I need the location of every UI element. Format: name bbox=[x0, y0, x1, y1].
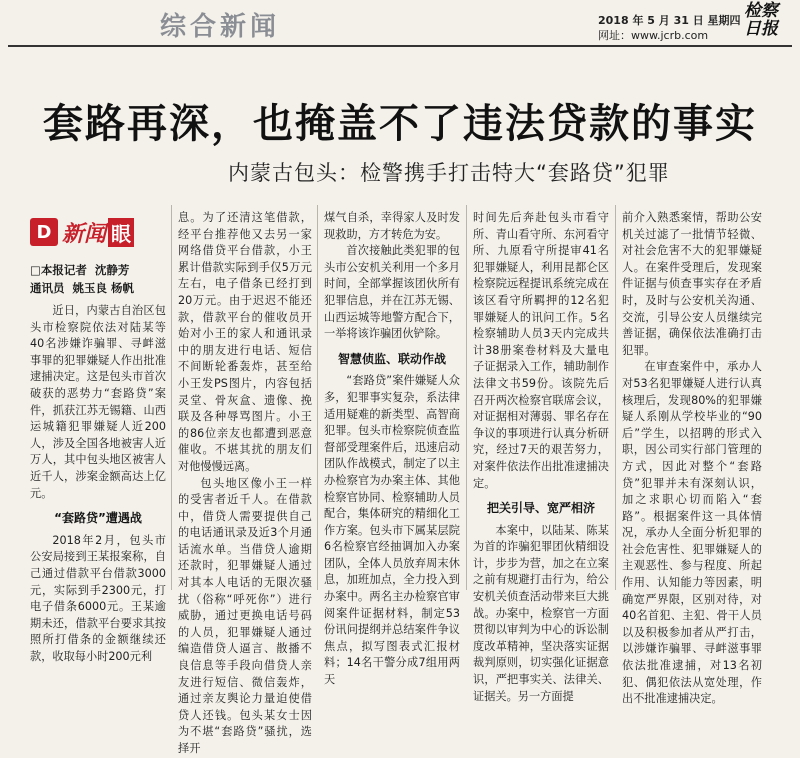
article-column-4 bbox=[473, 210, 609, 705]
article-column-1 bbox=[30, 303, 166, 665]
page-header bbox=[0, 0, 800, 46]
correspondent-names: 姚玉良 杨帆 bbox=[72, 281, 135, 295]
column-divider bbox=[615, 205, 616, 590]
paragraph: 2018年2月，包头市公安局接到王某报案称，自己通过借款平台借款3000元，实际到手2300元，打电子借条6000元。王某逾期未还，借款平台要求其按照所打借条的金额继续还款，收取每小时200元利 bbox=[30, 533, 166, 663]
byline-correspondents bbox=[30, 280, 180, 296]
news-eye-logo bbox=[30, 215, 174, 249]
paragraph: 本案中，以陆某、陈某为首的诈骗犯罪团伙精细设计，步步为营，加之在立案之前有规避打击行为，给公安机关侦查活动带来巨大挑战。办案中，检察官一方面贯彻以审判为中心的诉讼制度改革精神，坚决落实证据裁判原则，切实强化证据意识，严把事实关、法律关、证据关。另一方面提 bbox=[473, 523, 609, 703]
logo-text: 新闻 bbox=[62, 221, 107, 247]
section-title: 综合新闻 bbox=[160, 12, 281, 42]
article-column-3 bbox=[324, 210, 460, 689]
paragraph: 首次接触此类犯罪的包头市公安机关利用一个多月时间，全部掌握该团伙所有犯罪信息，并在江苏无锡、山西运城等地警方配合下，一举将该诈骗团伙铲除。 bbox=[324, 244, 460, 341]
website-url: 网址：www.jcrb.com bbox=[598, 29, 709, 42]
article-subhead: 内蒙古包头：检警携手打击特大“套路贷”犯罪 bbox=[228, 161, 670, 185]
correspondent-label: 通讯员 bbox=[30, 281, 65, 295]
column-divider bbox=[171, 205, 172, 590]
paragraph: 息。为了还清这笔借款，经平台推荐他又去另一家网络借贷平台借款，小王累计借款实际到手仅5万元左右，电子借条已经打到20万元。由于迟迟不能还款，借款平台的催收员开始对小王的家人和通讯录中的朋友进行电话、短信不间断轮番轰炸，甚至给小王发PS图片，内容包括灵堂、骨灰盒、遗像、挽联及各种辱骂图片。小王的86位亲友也都遭到恶意催收。不堪其扰的朋友们对他慢慢远离。 bbox=[178, 211, 312, 473]
paragraph: 近日，内蒙古自治区包头市检察院依法对陆某等40名涉嫌诈骗罪、寻衅滋事罪的犯罪嫌疑人作出批准逮捕决定。这是包头市首次破获的恶势力“套路贷”案件，抓获江苏无锡籍、山西运城籍犯罪嫌疑人近200人，涉及全国各地被害人近万人，其中包头地区被害人近千人，涉案金额高达上亿元。 bbox=[30, 304, 166, 500]
paragraph: 包头地区像小王一样的受害者近千人。在借款中，借贷人需要提供自己的电话通讯录及近3个月通话流水单。当借贷人逾期还款时，犯罪嫌疑人通过对其本人电话的无限次骚扰（俗称“呼死你”）进行威胁，通过更换电话号码的人员，犯罪嫌疑人通过编造借贷人逼言、散播不良信息等手段向借贷人亲友进行短信、微信轰炸，通过亲友舆论力量迫使借贷人还钱。包头某女士因为不堪“套路贷”骚扰，选择开 bbox=[178, 476, 312, 755]
paragraph: 时间先后奔赴包头市看守所、青山看守所、东河看守所、九原看守所提审41名犯罪嫌疑人，利用昆都仑区检察院远程提讯系统完成在该区看守所羁押的12名犯罪嫌疑人的讯问工作。5名检察辅助人员3天内完成共计38册案卷材料及大量电子证据录入工作，辅助制作法律文书59份。该院先后召开两次检察官联席会议，对证据相对薄弱、罪名存在争议的事项进行认真分析研究，经过7天的艰苦努力，对案件依法作出批准逮捕决定。 bbox=[473, 211, 609, 490]
subheading: 把关引导、宽严相济 bbox=[486, 501, 595, 516]
header-divider bbox=[8, 45, 792, 47]
logo-mark-icon: D bbox=[30, 218, 58, 246]
reporter-label: □本报记者 bbox=[30, 263, 87, 277]
article-headline: 套路再深，也掩盖不了违法贷款的事实 bbox=[43, 100, 757, 147]
subheading: 智慧侦监、联动作战 bbox=[337, 351, 446, 366]
logo-text-eye: 眼 bbox=[108, 218, 134, 247]
article-column-2 bbox=[178, 210, 312, 758]
paragraph: “套路贷”案件嫌疑人众多，犯罪事实复杂，系法律适用疑难的新类型、高智商犯罪。包头市检察院侦查监督部受理案件后，迅速启动团队作战模式，制定了以主办检察官为办案主体、其他检察官协同、检察辅助人员配合，集体研究的精细化工作方案。包头市下属某层院6名检察官经抽调加入办案团队，全体人员放弃周末休息，加班加点，全力投入到办案中。两名主办检察官审阅案件证据材料，制定53份讯问提纲并总结案件争议焦点，拟写图表式汇报材料；14名干警分成7组用两天 bbox=[324, 374, 460, 687]
paragraph: 煤气自杀，幸得家人及时发现救助，方才转危为安。 bbox=[324, 211, 460, 241]
paragraph: 前介入熟悉案情，帮助公安机关过滤了一批情节轻微、对社会危害不大的犯罪嫌疑人。在案件受理后，发现案件证据与侦查事实存在矛盾时，及时与公安机关沟通、交流，引导公安人员继续完善证据，确保依法准确打击犯罪。 bbox=[622, 211, 762, 357]
reporter-name: 沈静芳 bbox=[94, 263, 130, 277]
article-column-5 bbox=[622, 210, 762, 708]
byline-reporter bbox=[30, 262, 180, 278]
issue-date: 2018 年 5 月 31 日 星期四 bbox=[598, 14, 741, 27]
column-divider bbox=[317, 205, 318, 590]
subheading: “套路贷”遭遇战 bbox=[54, 511, 142, 526]
paragraph: 在审查案件中，承办人对53名犯罪嫌疑人进行认真核理后，发现80%的犯罪嫌疑人系刚从学校毕业的“90后”学生，以招聘的形式入职，因公司实行部门管理的方式，因此对整个“套路贷”犯罪并未有深刻认识，加之求职心切而陷入“套路”。根据案件这一具体情况，承办人全面分析犯罪的社会危害性、犯罪嫌疑人的主观恶性、参与程度、所起作用、认知能力等因素，明确宽严界限，区别对待，对40名首犯、主犯、骨干人员以及积极参加者从严打击，以涉嫌诈骗罪、寻衅滋事罪依法批准逮捕，对13名初犯、偶犯依法从宽处理，作出不批准逮捕决定。 bbox=[622, 360, 762, 706]
column-divider bbox=[466, 205, 467, 590]
newspaper-logo: 检察日报 bbox=[744, 1, 778, 39]
